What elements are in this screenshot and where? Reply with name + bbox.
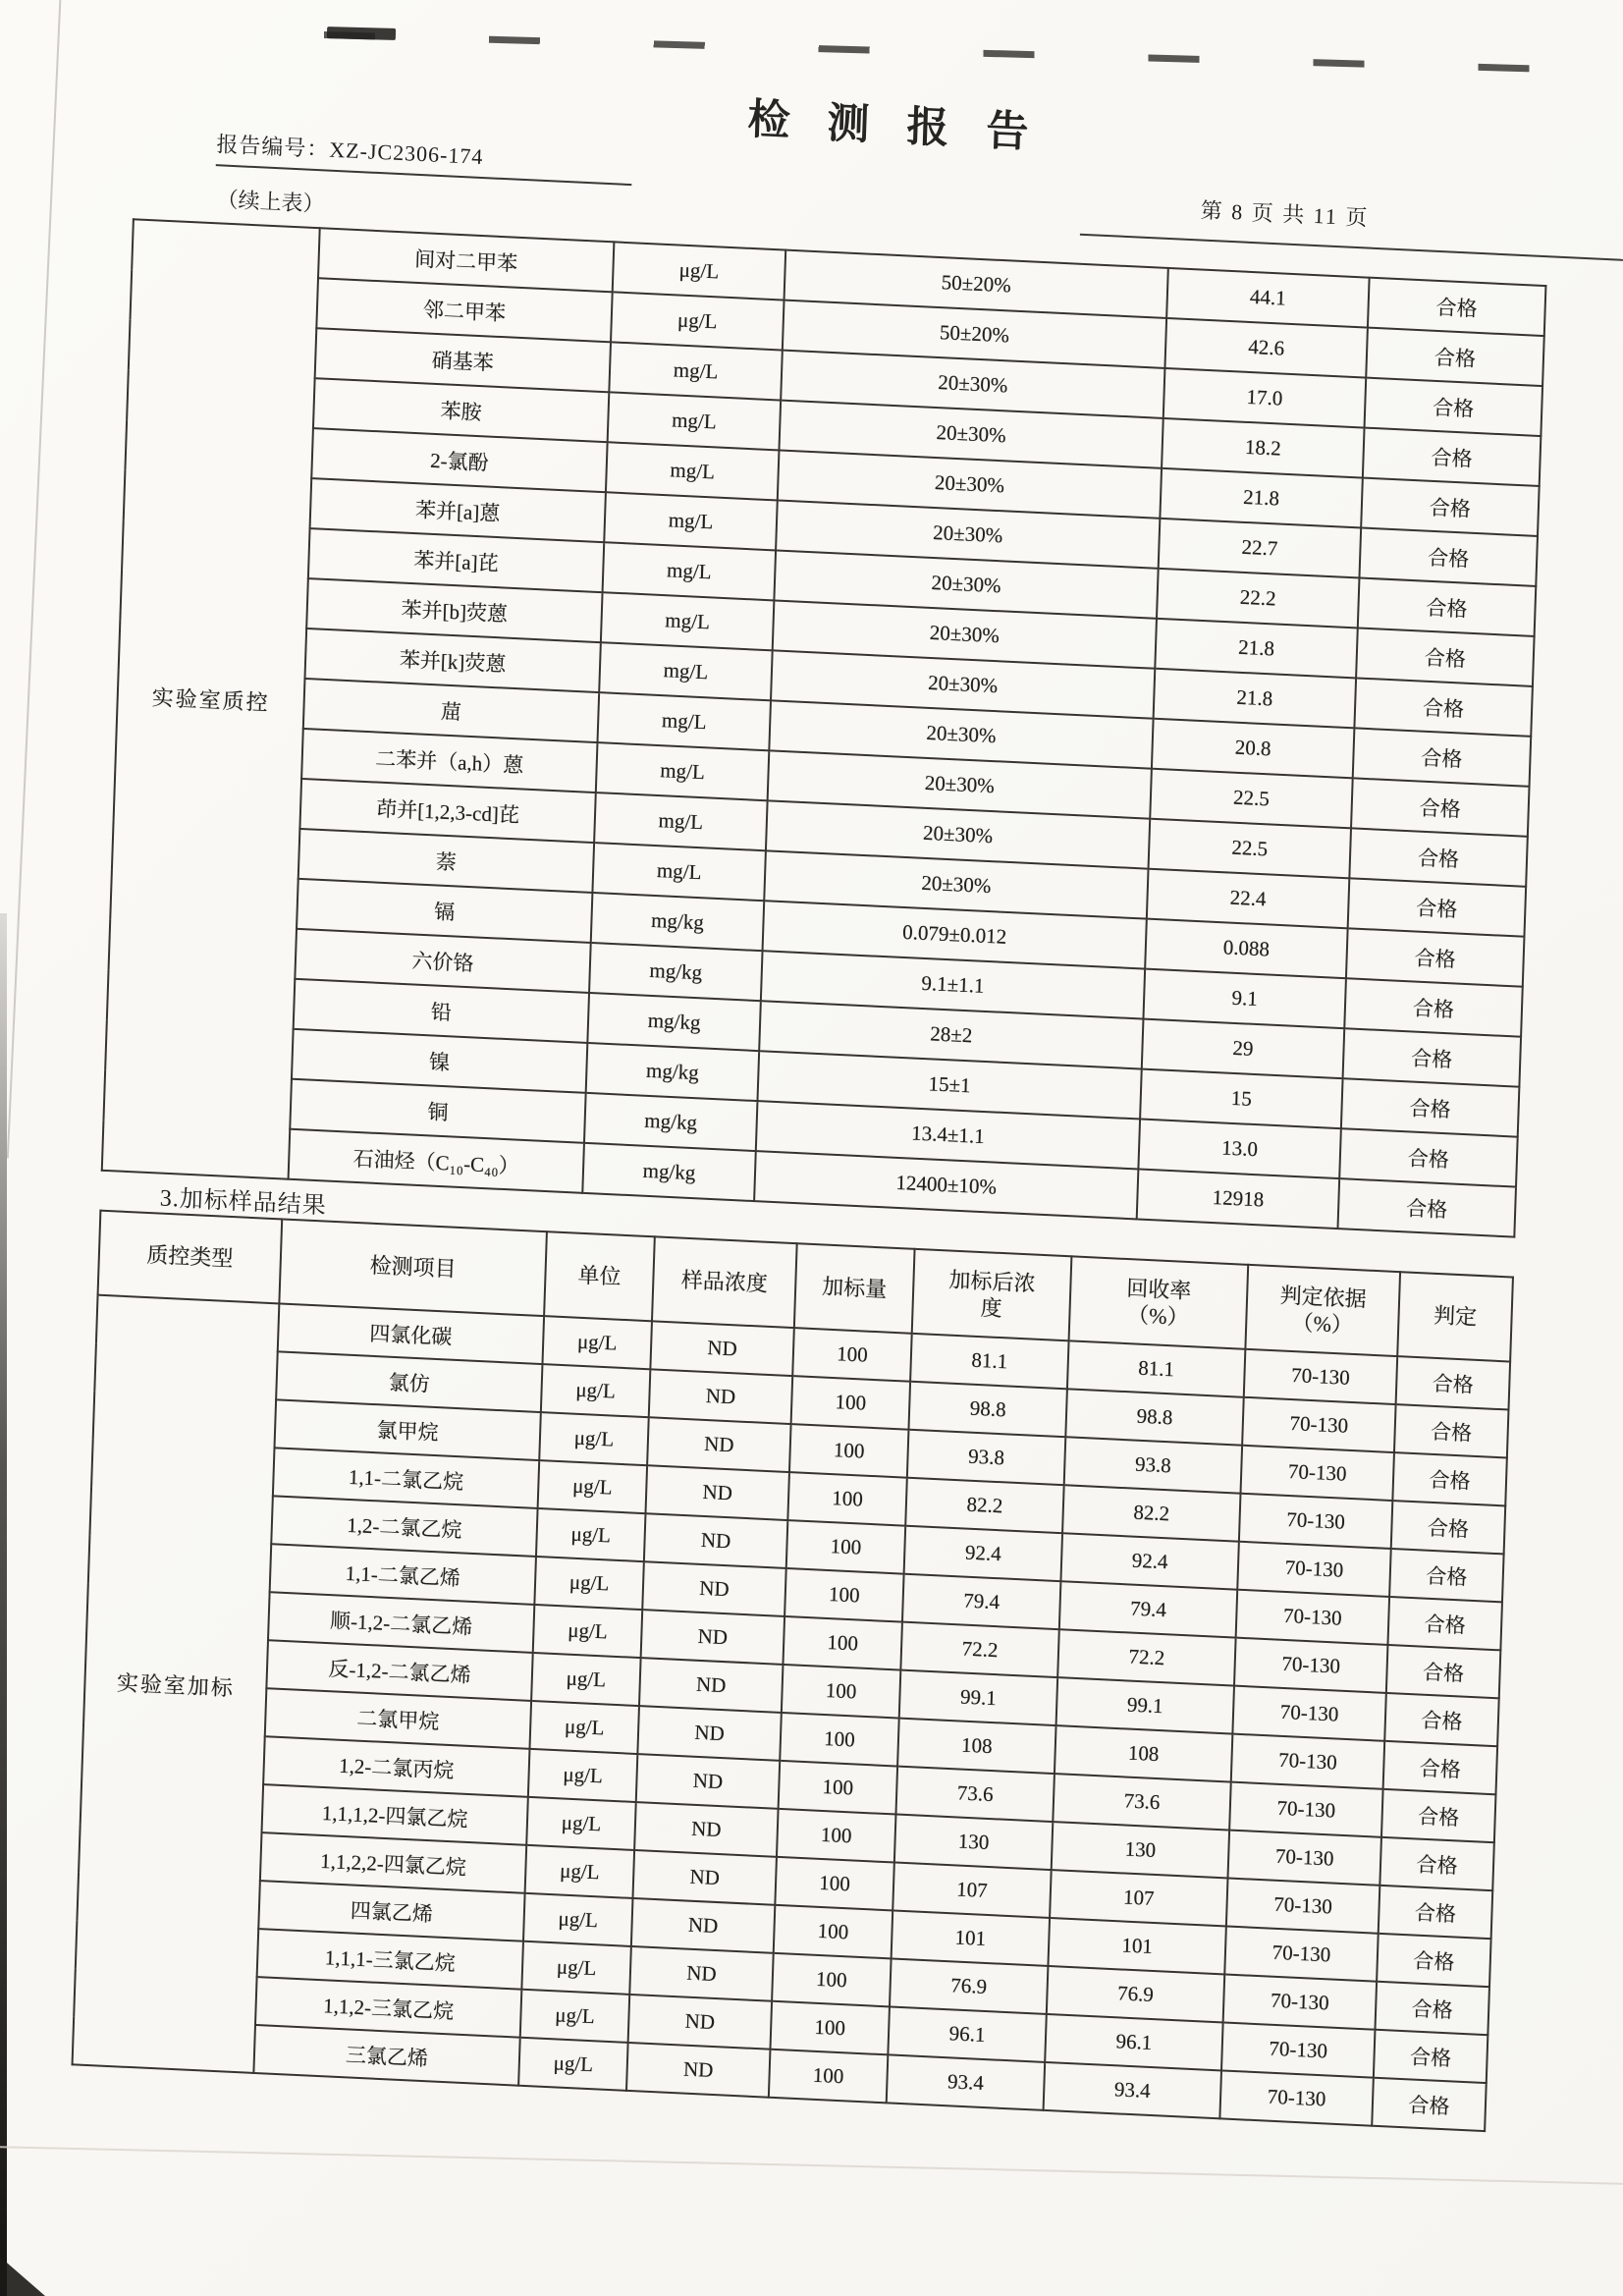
verdict-cell: 合格: [1377, 1934, 1491, 1987]
unit-cell: mg/L: [608, 392, 782, 450]
result-cell: 42.6: [1164, 318, 1367, 378]
verdict-cell: 合格: [1354, 678, 1533, 736]
recovery-cell: 81.1: [1067, 1340, 1245, 1396]
spike-table-body: [73, 1211, 1513, 2131]
verdict-cell: 合格: [1392, 1452, 1507, 1505]
result-cell: 12918: [1137, 1169, 1339, 1229]
item-cell: 铅: [294, 979, 589, 1043]
sample-cell: ND: [644, 1513, 787, 1568]
unit-cell: μg/L: [533, 1605, 643, 1658]
item-cell: 茚并[1,2,3-cd]芘: [299, 779, 595, 843]
standard-cell: 20±30%: [781, 351, 1164, 418]
recovery-cell: 98.8: [1065, 1389, 1243, 1445]
item-cell: 反-1,2-二氯乙烯: [266, 1640, 532, 1701]
verdict-cell: 合格: [1384, 1693, 1499, 1746]
basis-cell: 70-130: [1244, 1349, 1397, 1404]
result-cell: 21.8: [1160, 468, 1362, 528]
unit-cell: μg/L: [521, 1941, 631, 1995]
standard-cell: 20±30%: [771, 650, 1155, 718]
unit-cell: mg/kg: [587, 993, 761, 1051]
verdict-cell: 合格: [1368, 278, 1546, 336]
recovery-cell: 93.4: [1044, 2062, 1221, 2118]
scan-top-edge-mark: [327, 27, 396, 40]
after-cell: 82.2: [905, 1478, 1063, 1534]
scan-left-edge-shadow: [0, 913, 7, 2296]
standard-cell: 20±30%: [769, 700, 1153, 768]
item-cell: 1,1-二氯乙烯: [270, 1544, 536, 1605]
lab-qc-table-body: [102, 219, 1546, 1236]
unit-cell: μg/L: [528, 1749, 638, 1802]
spike-sample-table: [72, 1210, 1514, 2132]
recovery-cell: 93.8: [1064, 1437, 1242, 1493]
verdict-cell: 合格: [1337, 1178, 1516, 1236]
basis-cell: 70-130: [1237, 1542, 1390, 1597]
item-cell: 二苯并（a,h）蒽: [301, 729, 597, 793]
item-cell: 顺-1,2-二氯乙烯: [268, 1592, 534, 1653]
verdict-cell: 合格: [1343, 1028, 1522, 1086]
standard-cell: 0.079±0.012: [763, 901, 1147, 968]
spike-cell: 100: [770, 2001, 890, 2055]
recovery-cell: 101: [1048, 1918, 1225, 1974]
unit-cell: mg/L: [594, 793, 768, 850]
result-cell: 20.8: [1152, 719, 1354, 779]
sample-cell: ND: [641, 1610, 784, 1665]
result-cell: 18.2: [1162, 418, 1364, 478]
after-cell: 72.2: [900, 1622, 1058, 1678]
result-cell: 17.0: [1163, 368, 1366, 428]
standard-cell: 20±30%: [778, 450, 1162, 518]
standard-cell: 20±30%: [779, 401, 1163, 468]
unit-cell: mg/kg: [584, 1093, 758, 1151]
basis-cell: 70-130: [1226, 1879, 1380, 1934]
verdict-cell: 合格: [1372, 2078, 1487, 2131]
sample-cell: ND: [631, 1898, 775, 1953]
after-cell: 93.8: [907, 1430, 1065, 1486]
verdict-cell: 合格: [1353, 728, 1532, 786]
verdict-cell: 合格: [1391, 1501, 1506, 1554]
result-cell: 22.5: [1149, 819, 1351, 879]
column-header: 判定: [1397, 1272, 1513, 1361]
after-cell: 101: [892, 1910, 1050, 1966]
verdict-cell: 合格: [1344, 978, 1523, 1036]
standard-cell: 20±30%: [776, 500, 1160, 568]
item-cell: 1,1,2-三氯乙烷: [255, 1977, 521, 2038]
item-cell: 硝基苯: [315, 328, 611, 392]
item-cell: 四氯乙烯: [258, 1881, 524, 1941]
column-header: 判定依据 （%）: [1245, 1265, 1400, 1356]
basis-cell: 70-130: [1229, 1782, 1382, 1837]
item-cell: 苯并[k]荧蒽: [304, 629, 600, 692]
sample-cell: ND: [649, 1369, 792, 1424]
basis-cell: 70-130: [1242, 1397, 1395, 1452]
continued-note: （续上表）: [216, 187, 325, 217]
sample-cell: ND: [629, 1946, 773, 2001]
basis-cell: 70-130: [1240, 1446, 1393, 1501]
verdict-cell: 合格: [1349, 828, 1528, 886]
item-cell: 苯并[a]芘: [308, 528, 604, 592]
after-cell: 81.1: [910, 1334, 1068, 1390]
document-title: 检测报告: [746, 96, 1067, 158]
item-cell: 镍: [292, 1029, 587, 1093]
spike-cell: 100: [791, 1376, 911, 1430]
unit-cell: mg/L: [601, 592, 775, 650]
column-header: 样品浓度: [652, 1236, 797, 1328]
item-cell: 氯甲烷: [274, 1399, 540, 1460]
unit-cell: μg/L: [523, 1893, 633, 1946]
item-cell: 萘: [298, 829, 594, 893]
basis-cell: 70-130: [1219, 2070, 1373, 2125]
after-cell: 108: [897, 1719, 1055, 1775]
recovery-cell: 92.4: [1060, 1533, 1238, 1589]
standard-cell: 13.4±1.1: [756, 1101, 1140, 1169]
standard-cell: 20±30%: [774, 550, 1158, 618]
spike-cell: 100: [792, 1328, 912, 1382]
standard-cell: 20±30%: [766, 800, 1150, 868]
sample-cell: ND: [632, 1850, 776, 1905]
result-cell: 21.8: [1154, 669, 1356, 729]
spike-category-cell: 实验室加标: [73, 1295, 280, 2073]
item-cell: 石油烃（C₁₀-C₄₀）: [289, 1129, 584, 1193]
column-header: 单位: [544, 1231, 655, 1321]
item-cell: 苯并[b]荧蒽: [306, 578, 602, 642]
recovery-cell: 107: [1050, 1870, 1227, 1926]
spike-cell: 100: [769, 2050, 889, 2104]
unit-cell: mg/L: [606, 442, 780, 500]
recovery-cell: 76.9: [1047, 1966, 1224, 2022]
verdict-cell: 合格: [1381, 1789, 1496, 1842]
item-cell: 1,1,1-三氯乙烷: [257, 1929, 523, 1990]
item-cell: 镉: [297, 879, 592, 943]
result-cell: 44.1: [1166, 268, 1369, 328]
unit-cell: μg/L: [539, 1412, 649, 1465]
after-cell: 130: [894, 1815, 1053, 1871]
basis-cell: 70-130: [1228, 1831, 1381, 1886]
standard-cell: 28±2: [759, 1001, 1143, 1068]
lab-qc-table: [101, 218, 1547, 1237]
unit-cell: μg/L: [531, 1653, 641, 1706]
spike-cell: 100: [782, 1665, 901, 1719]
standard-cell: 50±20%: [783, 301, 1166, 368]
item-cell: 二氯甲烷: [265, 1688, 531, 1749]
sample-cell: ND: [650, 1321, 793, 1376]
column-header: 加标量: [794, 1243, 915, 1334]
item-cell: 间对二甲苯: [318, 228, 614, 292]
after-cell: 96.1: [888, 2006, 1046, 2062]
verdict-cell: 合格: [1375, 1982, 1489, 2035]
after-cell: 73.6: [895, 1767, 1054, 1823]
spike-cell: 100: [779, 1761, 898, 1815]
sample-cell: ND: [628, 1995, 772, 2050]
recovery-cell: 99.1: [1056, 1677, 1234, 1733]
item-cell: 1,1-二氯乙烷: [273, 1448, 539, 1508]
item-cell: 三氯乙烯: [253, 2025, 519, 2086]
unit-cell: mg/kg: [589, 943, 763, 1001]
verdict-cell: 合格: [1356, 628, 1535, 685]
after-cell: 98.8: [908, 1382, 1066, 1438]
standard-cell: 20±30%: [773, 600, 1157, 668]
standard-cell: 20±30%: [764, 850, 1148, 918]
verdict-cell: 合格: [1387, 1597, 1502, 1650]
unit-cell: mg/kg: [582, 1143, 756, 1201]
item-cell: 氯仿: [276, 1351, 542, 1412]
recovery-cell: 96.1: [1045, 2014, 1222, 2070]
verdict-cell: 合格: [1394, 1404, 1509, 1457]
verdict-cell: 合格: [1341, 1078, 1520, 1136]
basis-cell: 70-130: [1231, 1734, 1384, 1789]
after-cell: 99.1: [899, 1670, 1057, 1726]
verdict-cell: 合格: [1396, 1356, 1511, 1409]
section-heading: 3.加标样品结果: [159, 1185, 328, 1220]
unit-cell: μg/L: [541, 1364, 651, 1417]
unit-cell: μg/L: [526, 1797, 636, 1850]
verdict-cell: 合格: [1361, 478, 1540, 536]
standard-cell: 12400±10%: [754, 1151, 1138, 1219]
sample-cell: ND: [626, 2043, 770, 2098]
unit-cell: μg/L: [520, 1990, 630, 2043]
verdict-cell: 合格: [1351, 778, 1530, 836]
result-cell: 22.5: [1150, 769, 1352, 829]
unit-cell: mg/L: [604, 492, 778, 550]
recovery-cell: 79.4: [1059, 1581, 1237, 1637]
verdict-cell: 合格: [1359, 528, 1538, 586]
spike-cell: 100: [774, 1905, 893, 1959]
column-header: 回收率 （%）: [1069, 1256, 1249, 1348]
result-cell: 0.088: [1145, 919, 1347, 979]
unit-cell: μg/L: [529, 1701, 639, 1754]
verdict-cell: 合格: [1363, 428, 1542, 486]
after-cell: 92.4: [904, 1526, 1062, 1582]
spike-cell: 100: [784, 1568, 904, 1622]
recovery-cell: 108: [1055, 1725, 1232, 1781]
verdict-cell: 合格: [1379, 1886, 1493, 1939]
result-cell: 22.7: [1159, 519, 1361, 578]
basis-cell: 70-130: [1224, 1926, 1378, 1981]
basis-cell: 70-130: [1236, 1590, 1389, 1645]
sample-cell: ND: [634, 1802, 778, 1857]
qc-category-cell: 实验室质控: [102, 219, 320, 1178]
basis-cell: 70-130: [1234, 1638, 1387, 1693]
column-header: 加标后浓 度: [912, 1249, 1072, 1340]
basis-cell: 70-130: [1223, 1974, 1377, 2029]
item-cell: 苯并[a]蒽: [310, 478, 606, 542]
result-cell: 22.4: [1147, 869, 1349, 929]
scan-corner-shadow: [0, 2257, 45, 2296]
spike-cell: 100: [777, 1809, 896, 1863]
item-cell: 六价铬: [295, 929, 590, 993]
verdict-cell: 合格: [1348, 878, 1527, 936]
unit-cell: μg/L: [613, 242, 786, 300]
verdict-cell: 合格: [1366, 328, 1544, 386]
recovery-cell: 82.2: [1062, 1485, 1240, 1541]
item-cell: 1,1,2,2-四氯乙烷: [260, 1832, 526, 1893]
column-header: 检测项目: [279, 1219, 547, 1316]
basis-cell: 70-130: [1221, 2022, 1375, 2077]
item-cell: 2-氯酚: [311, 428, 607, 492]
result-cell: 13.0: [1138, 1120, 1340, 1179]
standard-cell: 15±1: [757, 1051, 1141, 1119]
verdict-cell: 合格: [1386, 1645, 1501, 1698]
spike-cell: 100: [786, 1520, 906, 1574]
recovery-cell: 130: [1052, 1822, 1229, 1878]
spike-cell: 100: [772, 1953, 892, 2007]
verdict-cell: 合格: [1346, 928, 1525, 986]
recovery-cell: 73.6: [1053, 1774, 1230, 1830]
unit-cell: μg/L: [534, 1557, 644, 1610]
result-cell: 22.2: [1157, 569, 1359, 629]
unit-cell: mg/L: [592, 843, 766, 901]
unit-cell: μg/L: [518, 2038, 628, 2091]
basis-cell: 70-130: [1232, 1686, 1385, 1741]
unit-cell: μg/L: [525, 1845, 635, 1898]
after-cell: 79.4: [902, 1574, 1060, 1630]
result-cell: 9.1: [1143, 969, 1345, 1029]
item-cell: 苯胺: [313, 378, 609, 442]
unit-cell: mg/L: [599, 642, 773, 700]
item-cell: 1,2-二氯丙烷: [263, 1736, 529, 1797]
unit-cell: μg/L: [542, 1316, 652, 1369]
spike-cell: 100: [787, 1472, 907, 1526]
unit-cell: mg/L: [596, 742, 770, 800]
page-indicator: 第 8 页 共 11 页: [1200, 197, 1370, 231]
standard-cell: 20±30%: [768, 750, 1152, 818]
item-cell: 䓛: [303, 679, 599, 742]
after-cell: 93.4: [887, 2054, 1045, 2110]
unit-cell: mg/L: [603, 542, 777, 600]
sample-cell: ND: [639, 1658, 783, 1713]
item-cell: 邻二甲苯: [316, 278, 612, 342]
unit-cell: mg/L: [597, 692, 771, 750]
spike-cell: 100: [780, 1713, 899, 1767]
verdict-cell: 合格: [1374, 2030, 1488, 2083]
unit-cell: μg/L: [611, 292, 784, 350]
result-cell: 21.8: [1155, 619, 1357, 679]
sample-cell: ND: [637, 1706, 781, 1761]
after-cell: 107: [893, 1862, 1051, 1918]
standard-cell: 9.1±1.1: [761, 951, 1145, 1018]
sample-cell: ND: [647, 1417, 790, 1472]
item-cell: 四氯化碳: [278, 1303, 544, 1364]
header-rule-line: [1080, 234, 1623, 263]
result-cell: 15: [1140, 1069, 1342, 1129]
recovery-cell: 72.2: [1057, 1629, 1235, 1685]
verdict-cell: 合格: [1365, 378, 1543, 436]
verdict-cell: 合格: [1389, 1549, 1504, 1602]
verdict-cell: 合格: [1380, 1837, 1494, 1890]
verdict-cell: 合格: [1339, 1128, 1518, 1186]
unit-cell: μg/L: [538, 1460, 648, 1513]
standard-cell: 50±20%: [784, 250, 1168, 318]
unit-cell: mg/kg: [586, 1043, 760, 1101]
spike-cell: 100: [789, 1424, 909, 1478]
verdict-cell: 合格: [1383, 1741, 1498, 1794]
unit-cell: mg/kg: [591, 893, 765, 951]
item-cell: 1,1,1,2-四氯乙烷: [261, 1784, 527, 1845]
basis-cell: 70-130: [1239, 1494, 1392, 1549]
spike-cell: 100: [783, 1616, 902, 1670]
sample-cell: ND: [636, 1754, 780, 1809]
report-number: 报告编号：XZ-JC2306-174: [216, 128, 633, 186]
sample-cell: ND: [645, 1465, 788, 1520]
unit-cell: μg/L: [536, 1508, 646, 1561]
result-cell: 29: [1142, 1019, 1344, 1079]
sample-cell: ND: [642, 1561, 785, 1616]
verdict-cell: 合格: [1358, 577, 1537, 635]
unit-cell: mg/L: [609, 342, 783, 400]
spike-cell: 100: [775, 1857, 894, 1911]
column-header: 质控类型: [98, 1211, 283, 1304]
item-cell: 铜: [290, 1079, 585, 1143]
item-cell: 1,2-二氯乙烷: [271, 1496, 537, 1557]
after-cell: 76.9: [890, 1958, 1048, 2014]
